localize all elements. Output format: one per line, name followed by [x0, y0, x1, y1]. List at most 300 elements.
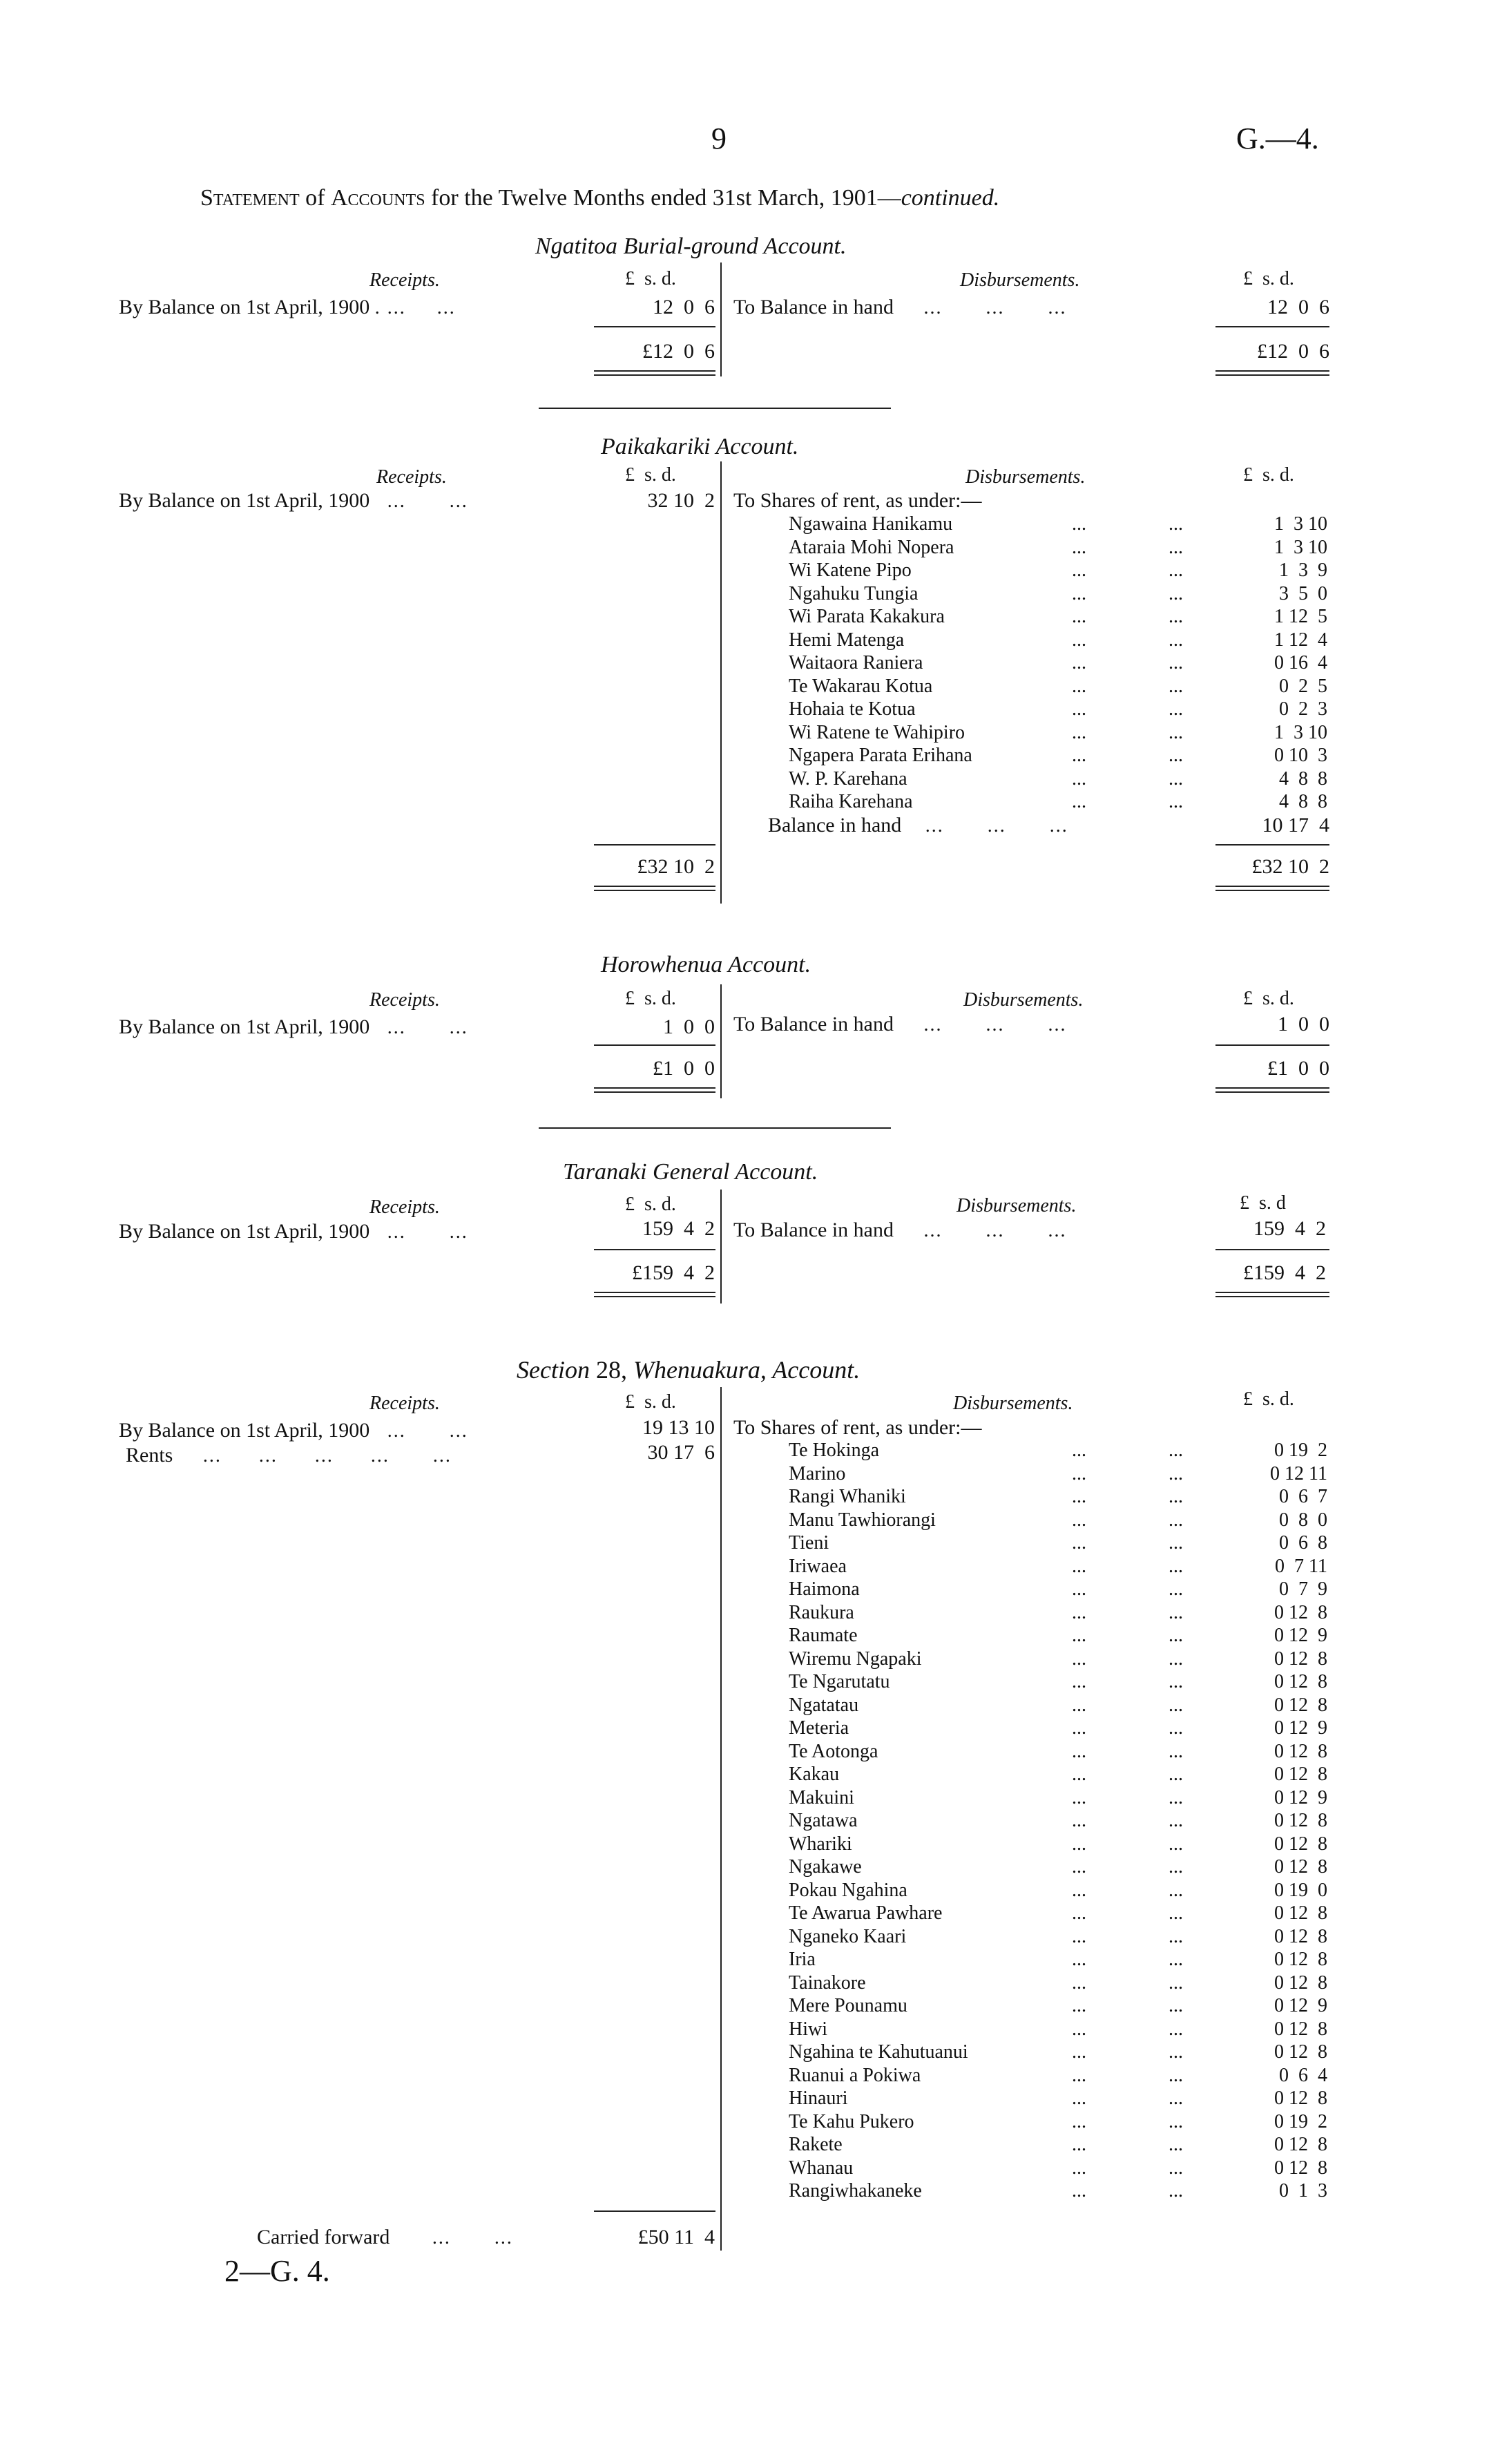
leader-dots: ... — [1072, 1671, 1086, 1692]
leader-dots: ... — [1169, 1648, 1183, 1670]
leader-dots: ... — [1169, 652, 1183, 674]
leader-dots: ... — [1072, 606, 1086, 627]
leader-dots: ... — [1072, 652, 1086, 674]
lsd-header-right — [1240, 1192, 1286, 1214]
leader-dots: ... — [1169, 2018, 1183, 2040]
share-name: Raumate — [789, 1625, 858, 1646]
leader-dots: ... — [1072, 536, 1086, 558]
leader-dots: ... — [1169, 1601, 1183, 1623]
s-label: s. — [644, 268, 657, 289]
share-amount: 0 12 8 — [1274, 1810, 1327, 1831]
share-row — [789, 1624, 1331, 1648]
share-row — [789, 1855, 1331, 1879]
divider — [1215, 1249, 1329, 1250]
share-amount: 0 16 4 — [1274, 652, 1327, 674]
leader-dots: ... — [1072, 2180, 1086, 2202]
s-label: s. — [644, 464, 657, 486]
receipts-label: Receipts. — [369, 1196, 440, 1218]
share-name: Ngahina te Kahutuanui — [789, 2041, 968, 2063]
shares-header: To Shares of rent, as under:— — [733, 489, 982, 512]
leader-dots: ... — [1072, 1740, 1086, 1762]
share-row — [789, 536, 1331, 560]
divider — [1215, 1296, 1329, 1297]
share-row — [789, 2179, 1331, 2203]
leader-dots: ... — [1072, 1532, 1086, 1554]
share-row — [789, 1670, 1331, 1694]
share-amount: 0 6 4 — [1279, 2064, 1327, 2086]
divider — [594, 1296, 715, 1297]
title-statement: Statement — [200, 185, 300, 211]
divider — [594, 1292, 715, 1293]
title-prefix: Section — [517, 1356, 590, 1384]
share-name: Waitaora Raniera — [789, 652, 923, 674]
leader-dots: ... — [1169, 1856, 1183, 1878]
carried-forward-line: Carried forward ... ... — [257, 2226, 513, 2248]
share-row — [789, 2087, 1331, 2110]
share-row — [789, 1740, 1331, 1764]
pound-label: £ — [1243, 988, 1253, 1009]
title-rest: for the Twelve Months ended 31st March, 1901— — [425, 185, 901, 211]
receipts-label: Receipts. — [369, 989, 440, 1011]
share-row — [789, 1833, 1331, 1856]
share-row — [789, 1717, 1331, 1740]
share-name: Makuini — [789, 1786, 854, 1808]
share-row — [789, 559, 1331, 582]
leader-dots: ... — [1072, 745, 1086, 766]
share-name: Te Wakarau Kotua — [789, 675, 933, 697]
leader-dots: ... — [1072, 1648, 1086, 1670]
leader-dots: ... — [1169, 1740, 1183, 1762]
divider — [1215, 1044, 1329, 1046]
receipt-line: By Balance on 1st April, 1900 ... ... — [119, 1419, 468, 1442]
divider — [1215, 844, 1329, 846]
share-row — [789, 629, 1331, 652]
leader-dots: ... — [1169, 1532, 1183, 1554]
leader-dots: ... — [1169, 745, 1183, 766]
share-name: Iriwaea — [789, 1555, 847, 1577]
page-number: 9 — [711, 122, 727, 155]
leader-dots: ... — [1169, 2088, 1183, 2109]
carried-forward-amount: £50 11 4 — [637, 2226, 715, 2248]
share-amount: 1 12 5 — [1274, 606, 1327, 627]
column-divider — [720, 1190, 722, 1303]
pound-label: £ — [1240, 1192, 1249, 1214]
share-name: Tainakore — [789, 1971, 866, 1994]
leader-dots: ... — [1072, 513, 1086, 535]
share-row — [789, 582, 1331, 606]
share-name: Wiremu Ngapaki — [789, 1648, 922, 1670]
share-row — [789, 1925, 1331, 1949]
total-left: £12 0 6 — [642, 340, 715, 363]
disbursements-label: Disbursements. — [965, 466, 1086, 488]
shares-list — [789, 513, 1331, 814]
receipt-amount: 32 10 2 — [647, 489, 715, 512]
horowhenua-title: Horowhenua Account. — [601, 952, 811, 977]
column-divider — [720, 262, 722, 376]
share-name: Raukura — [789, 1601, 854, 1623]
d-label: d. — [661, 988, 676, 1009]
share-amount: 0 12 8 — [1274, 1601, 1327, 1623]
share-name: Iria — [789, 1949, 816, 1970]
leader-dots: ... — [1169, 2157, 1183, 2179]
pound-label: £ — [1243, 268, 1253, 289]
share-row — [789, 767, 1331, 791]
share-row — [789, 1994, 1331, 2018]
share-row — [789, 1694, 1331, 1717]
share-amount: 0 12 8 — [1274, 2134, 1327, 2155]
leader-dots: ... — [1169, 675, 1183, 697]
share-name: Te Awarua Pawhare — [789, 1902, 943, 1924]
share-row — [789, 1509, 1331, 1532]
share-amount: 0 2 5 — [1279, 675, 1327, 697]
s-label: s. — [644, 988, 657, 1009]
leader-dots: ... — [1169, 1971, 1183, 1994]
leader-dots: ... — [1169, 1902, 1183, 1924]
divider — [594, 886, 715, 887]
leader-dots: ... — [1169, 1764, 1183, 1785]
d-label: d. — [1279, 464, 1294, 486]
d-label: d. — [661, 1391, 676, 1413]
share-row — [789, 1809, 1331, 1833]
title-continued: continued. — [901, 185, 1000, 211]
total-right: £1 0 0 — [1267, 1057, 1329, 1080]
share-amount: 0 12 8 — [1274, 1902, 1327, 1924]
share-name: Wi Parata Kakakura — [789, 606, 945, 627]
taranaki-title: Taranaki General Account. — [563, 1159, 818, 1185]
divider — [1215, 1091, 1329, 1093]
leader-dots: ... — [1169, 2180, 1183, 2202]
disbursement-line: To Balance in hand ... ... ... — [733, 1013, 1067, 1035]
share-name: Manu Tawhiorangi — [789, 1509, 936, 1531]
leader-dots: ... — [1169, 1671, 1183, 1692]
receipt-amount: 19 13 10 — [642, 1416, 715, 1439]
leader-dots: ... — [1072, 1578, 1086, 1600]
pound-label: £ — [1243, 464, 1253, 486]
pound-label: £ — [625, 268, 635, 289]
share-row — [789, 651, 1331, 675]
leader-dots: ... — [1169, 2041, 1183, 2063]
share-row — [789, 1578, 1331, 1601]
disbursements-label: Disbursements. — [957, 1195, 1077, 1216]
share-name: W. P. Karehana — [789, 767, 907, 790]
share-row — [789, 2041, 1331, 2064]
share-amount: 0 12 8 — [1274, 1671, 1327, 1692]
leader-dots: ... — [1072, 1786, 1086, 1808]
leader-dots: ... — [1072, 1462, 1086, 1484]
disbursement-line: To Balance in hand ... ... ... — [733, 1219, 1067, 1241]
disbursement-amount: 12 0 6 — [1267, 296, 1329, 318]
divider — [594, 2210, 715, 2212]
share-row — [789, 2018, 1331, 2041]
d-label: d. — [1279, 268, 1294, 289]
share-amount: 1 12 4 — [1274, 629, 1327, 651]
share-amount: 4 8 8 — [1279, 791, 1327, 812]
disbursements-label: Disbursements. — [963, 989, 1084, 1011]
share-name: Hinauri — [789, 2088, 848, 2109]
receipt-text: By Balance on 1st April, 1900 — [119, 1220, 370, 1243]
total-right: £159 4 2 — [1243, 1261, 1326, 1284]
share-amount: 0 12 8 — [1274, 1949, 1327, 1970]
disbursement-amount: 159 4 2 — [1253, 1217, 1326, 1240]
share-amount: 0 12 8 — [1274, 1971, 1327, 1994]
share-name: Te Ngarutatu — [789, 1671, 890, 1692]
share-name: Meteria — [789, 1717, 849, 1739]
share-name: Pokau Ngahina — [789, 1879, 907, 1901]
d-label: d. — [661, 268, 676, 289]
title-name: Whenuakura, — [633, 1356, 767, 1384]
share-amount: 0 10 3 — [1274, 745, 1327, 766]
leader-dots: ... — [1072, 1949, 1086, 1970]
share-row — [789, 2133, 1331, 2157]
share-name: Raiha Karehana — [789, 791, 913, 812]
leader-dots: ... — [1169, 513, 1183, 535]
leader-dots: ... — [1169, 1462, 1183, 1484]
share-amount: 1 3 10 — [1274, 536, 1327, 558]
share-amount: 0 6 7 — [1279, 1486, 1327, 1507]
divider — [594, 1091, 715, 1093]
share-amount: 0 12 9 — [1274, 1786, 1327, 1808]
share-name: Mere Pounamu — [789, 1995, 907, 2016]
receipt-text: By Balance on 1st April, 1900 — [119, 489, 370, 512]
share-row — [789, 1555, 1331, 1578]
lsd-header-left — [625, 1391, 676, 1413]
share-name: Ngatawa — [789, 1810, 858, 1831]
s-label: s. — [1262, 464, 1275, 486]
leader-dots: ... — [1072, 2018, 1086, 2040]
leader-dots: ... — [1072, 2088, 1086, 2109]
leader-dots: ... — [1072, 2134, 1086, 2155]
share-amount: 0 19 2 — [1274, 2110, 1327, 2132]
receipt-text: By Balance on 1st April, 1900 — [119, 1419, 370, 1442]
share-name: Ngapera Parata Erihana — [789, 745, 972, 766]
section-separator — [539, 408, 891, 409]
share-row — [789, 1786, 1331, 1810]
divider — [594, 370, 715, 372]
divider — [1215, 374, 1329, 376]
share-row — [789, 1971, 1331, 1995]
leader-dots: ... — [1072, 1509, 1086, 1531]
divider — [594, 844, 715, 846]
share-row — [789, 675, 1331, 698]
balance-amount: 10 17 4 — [1262, 814, 1329, 837]
d-label: d. — [1279, 1388, 1294, 1410]
pound-label: £ — [1243, 1388, 1253, 1410]
leader-dots: ... — [1072, 2110, 1086, 2132]
divider — [1215, 326, 1329, 327]
leader-dots: ... — [1072, 721, 1086, 743]
title-suffix: Account. — [772, 1356, 861, 1384]
shares-list — [789, 1439, 1331, 2203]
leader-dots: ... — [1072, 1995, 1086, 2016]
share-name: Ruanui a Pokiwa — [789, 2064, 921, 2086]
share-name: Ataraia Mohi Nopera — [789, 536, 954, 558]
share-name: Ngahuku Tungia — [789, 582, 919, 604]
section-separator — [539, 1127, 891, 1129]
share-name: Wi Katene Pipo — [789, 560, 912, 581]
divider — [594, 374, 715, 376]
leader-dots: ... — [1072, 698, 1086, 720]
lsd-header-left — [625, 988, 676, 1010]
lsd-header-right — [1243, 268, 1294, 290]
leader-dots: ... — [1072, 1440, 1086, 1461]
share-amount: 0 2 3 — [1279, 698, 1327, 720]
total-left: £1 0 0 — [653, 1057, 715, 1080]
share-amount: 0 12 9 — [1274, 1717, 1327, 1739]
leader-dots: ... — [1169, 1717, 1183, 1739]
lsd-header-right — [1243, 988, 1294, 1010]
share-name: Te Kahu Pukero — [789, 2110, 914, 2132]
share-name: Wi Ratene te Wahipiro — [789, 721, 965, 743]
leader-dots: ... — [1169, 767, 1183, 790]
receipt-line: Rents ... ... ... ... ... — [126, 1444, 452, 1467]
divider — [1215, 890, 1329, 891]
leader-dots: ... — [1072, 1486, 1086, 1507]
leader-dots: ... — [1169, 791, 1183, 812]
divider — [594, 1249, 715, 1250]
share-name: Marino — [789, 1462, 846, 1484]
share-name: Hohaia te Kotua — [789, 698, 916, 720]
leader-dots: ... — [1169, 536, 1183, 558]
divider — [594, 890, 715, 891]
share-row — [789, 1531, 1331, 1555]
leader-dots: ... — [1072, 1764, 1086, 1785]
share-name: Rakete — [789, 2134, 843, 2155]
share-amount: 0 12 8 — [1274, 2088, 1327, 2109]
whenuakura-title — [517, 1355, 860, 1384]
share-amount: 0 12 8 — [1274, 2157, 1327, 2179]
leader-dots: ... — [1072, 1694, 1086, 1716]
receipts-label: Receipts. — [369, 269, 440, 291]
share-row — [789, 1763, 1331, 1786]
share-row — [789, 744, 1331, 767]
leader-dots: ... — [1072, 675, 1086, 697]
share-amount: 0 12 9 — [1274, 1625, 1327, 1646]
leader-dots: ... — [1169, 1925, 1183, 1947]
paikakariki-title: Paikakariki Account. — [601, 434, 799, 459]
share-row — [789, 698, 1331, 721]
leader-dots: ... — [1072, 1555, 1086, 1577]
share-amount: 0 12 9 — [1274, 1995, 1327, 2016]
signature-mark: 2—G. 4. — [224, 2254, 330, 2288]
leader-dots: ... — [1169, 1555, 1183, 1577]
lsd-header-right — [1243, 464, 1294, 486]
d-label: d. — [661, 1194, 676, 1215]
leader-dots: ... — [1169, 1486, 1183, 1507]
total-left: £32 10 2 — [637, 855, 715, 878]
share-amount: 0 6 8 — [1279, 1532, 1327, 1554]
disbursement-text: To Balance in hand — [733, 1219, 894, 1241]
lsd-header-left — [625, 268, 676, 290]
share-amount: 0 8 0 — [1279, 1509, 1327, 1531]
share-amount: 0 19 2 — [1274, 1440, 1327, 1461]
disbursement-line: To Balance in hand ... ... ... — [733, 296, 1067, 318]
leader-dots: ... — [1072, 1902, 1086, 1924]
leader-dots: ... — [1169, 1509, 1183, 1531]
lsd-header-left — [625, 464, 676, 486]
share-name: Kakau — [789, 1764, 840, 1785]
leader-dots: ... — [1169, 1786, 1183, 1808]
share-amount: 0 12 8 — [1274, 1694, 1327, 1716]
shares-header: To Shares of rent, as under:— — [733, 1416, 982, 1439]
column-divider — [720, 1387, 722, 2251]
share-amount: 0 12 8 — [1274, 1833, 1327, 1855]
d-label: d. — [1279, 988, 1294, 1009]
share-row — [789, 2064, 1331, 2088]
share-name: Haimona — [789, 1578, 860, 1600]
leader-dots: ... — [1169, 629, 1183, 651]
receipt-amount: 12 0 6 — [653, 296, 715, 318]
share-name: Rangi Whaniki — [789, 1486, 906, 1507]
pound-label: £ — [625, 1194, 635, 1215]
lsd-header-left — [625, 1194, 676, 1216]
leader-dots: ... — [1169, 560, 1183, 581]
leader-dots: ... — [1072, 1810, 1086, 1831]
s-label: s. — [1262, 268, 1275, 289]
share-amount: 1 3 10 — [1274, 513, 1327, 535]
share-amount: 0 12 11 — [1270, 1462, 1327, 1484]
receipt-text: Rents — [126, 1444, 173, 1467]
lsd-header-right — [1243, 1388, 1294, 1411]
leader-dots: ... — [1072, 1971, 1086, 1994]
s-label: s. — [1262, 1388, 1275, 1410]
share-amount: 0 12 8 — [1274, 1740, 1327, 1762]
share-row — [789, 513, 1331, 536]
s-label: s. — [1259, 1192, 1271, 1214]
leader-dots: ... — [1169, 1578, 1183, 1600]
share-amount: 0 1 3 — [1279, 2180, 1327, 2202]
total-left: £159 4 2 — [632, 1261, 715, 1284]
share-name: Rangiwhakaneke — [789, 2180, 922, 2202]
share-name: Te Aotonga — [789, 1740, 878, 1762]
share-name: Te Hokinga — [789, 1440, 880, 1461]
balance-text: Balance in hand — [768, 814, 902, 837]
share-row — [789, 2157, 1331, 2180]
leader-dots: ... — [1072, 1717, 1086, 1739]
title-number: 28, — [595, 1356, 627, 1384]
share-row — [789, 790, 1331, 814]
share-amount: 0 12 8 — [1274, 1856, 1327, 1878]
share-row — [789, 1648, 1331, 1671]
leader-dots: ... — [1169, 1694, 1183, 1716]
share-name: Ngakawe — [789, 1856, 862, 1878]
receipt-text: By Balance on 1st April, 1900 — [119, 296, 370, 318]
leader-dots: ... — [1169, 582, 1183, 604]
carried-forward-text: Carried forward — [257, 2226, 390, 2248]
receipts-label: Receipts. — [369, 1393, 440, 1414]
leader-dots: ... — [1072, 1625, 1086, 1646]
leader-dots: ... — [1072, 791, 1086, 812]
document-reference: G.—4. — [1236, 122, 1319, 155]
leader-dots: ... — [1072, 582, 1086, 604]
share-amount: 0 12 8 — [1274, 1925, 1327, 1947]
disbursement-text: To Balance in hand — [733, 1013, 894, 1035]
s-label: s. — [644, 1194, 657, 1215]
leader-dots: ... — [1169, 698, 1183, 720]
share-row — [789, 1902, 1331, 1925]
leader-dots: ... — [1169, 1949, 1183, 1970]
share-name: Nganeko Kaari — [789, 1925, 907, 1947]
share-name: Tieni — [789, 1532, 829, 1554]
title-accounts: Accounts — [330, 185, 425, 211]
share-row — [789, 1879, 1331, 1902]
receipt-text: By Balance on 1st April, 1900 — [119, 1015, 370, 1038]
leader-dots: ... — [1072, 1879, 1086, 1901]
leader-dots: ... — [1169, 1995, 1183, 2016]
share-amount: 1 3 9 — [1279, 560, 1327, 581]
receipt-amount: 159 4 2 — [642, 1217, 715, 1240]
leader-dots: ... — [1169, 1879, 1183, 1901]
total-right: £12 0 6 — [1257, 340, 1329, 363]
